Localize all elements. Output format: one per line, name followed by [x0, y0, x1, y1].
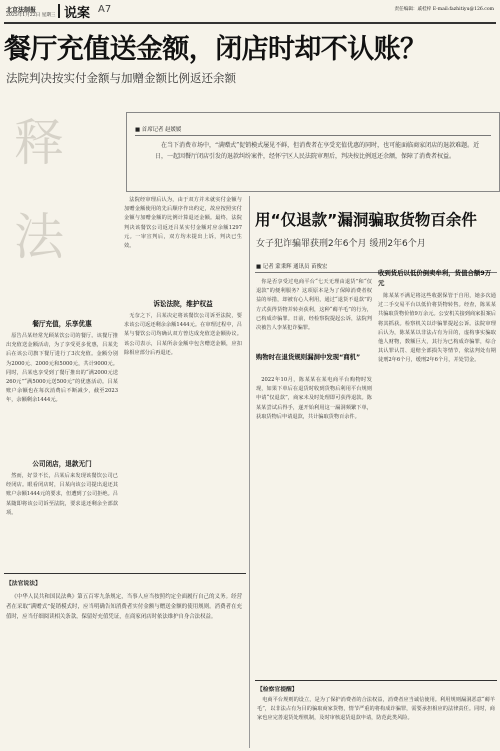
law-box-paragraph: 《中华人民共和国民法典》第五百零九条规定，当事人应当按照约定全面履行自己的义务。经营者在采取“满赠式”促销模式时，应当明确告知消费者实付金额与赠送金额的使用规则。消费者在充值时，应当仔细阅读相关条款，保留好充值凭证，在商家闭店时依法维护自身合法权益。 — [6, 594, 242, 620]
law-box-title: 【法官说法】 — [6, 581, 41, 587]
byline: ■ 首席记者 赵媛媛 — [135, 127, 182, 133]
main-headline: 餐厅充值送金额，闭店时却不认账？ — [4, 34, 427, 65]
right-paragraph-3: 陈某某不满足将这些收据保管于自用，她多次通过二手交易平台以低价将货物转售。经查，陈某某共骗取货物价值9万余元。公安机关接到商家报案后将其抓获。检察机关以诈骗罪提起公诉。法院审理后认为，陈某某以非法占有为目的，虚构事实骗取他人财物，数额巨大，其行为已构成诈骗罪，综合其认罪认罚、退赔全部损失等情节，依法判处有期徒刑2年6个月，缓刑2年6个月，并处罚金。 — [378, 293, 496, 364]
section-title-1: 餐厅充值，乐享优惠 — [32, 320, 92, 328]
section-title-2: 公司闭店，退款无门 — [32, 460, 92, 468]
right-byline: ■ 记者 蒙秉辉 通讯员 苗俊宏 — [256, 264, 328, 270]
law-box-text — [6, 592, 242, 746]
right-subheadline: 女子犯诈骗罪获刑2年6个月 缓刑2年6个月 — [256, 239, 426, 249]
main-subheadline: 法院判决按实付金额与加赠金额比例返还余额 — [6, 71, 236, 85]
publish-date: 2025年1月22日 星期三 — [6, 13, 56, 18]
right-section-text-2 — [256, 376, 372, 666]
right-section-title-2: 购物时在退货规则漏洞中发现“商机” — [256, 353, 361, 361]
right-paragraph-2: 2022年10月，陈某某在某电商平台购物时发现，如果下单后在退货时收到货物后利用平台规则申请“仅退款”，商家未及时处理即可获得退款。陈某某尝试后得手，遂开始利用这一漏洞频繁下单，获取货物后申请退款，共计骗取货物百余件。 — [256, 377, 372, 420]
column-divider — [249, 196, 250, 748]
right-section-text-1 — [256, 278, 372, 348]
section-paragraph-2: 然而，好景不长，吕某后来发现该餐饮公司已经闭店。眼看闭店时，吕某向该公司提出退还其账户余额1444元的要求，但遭到了公司拒绝。吕某随即将该公司诉至法院，要求退还剩余全部款项。 — [6, 473, 118, 516]
section-paragraph-4: 法院经审理后认为，由于双方并未就实付金额与加赠金额使用的先后顺序作出约定，故应按照实付金额与加赠金额的比例计算退还金额。最终，法院判决该餐饮公司返还吕某实付金额对应余额1297元。一审宣判后，双方均未提出上诉，判决已生效。 — [124, 197, 242, 250]
right-headline: 用“仅退款”漏洞骗取货物百余件 — [255, 211, 477, 229]
intro-box — [126, 112, 500, 192]
right-section-title-3: 收到货后以低价倒卖牟利，货值合额9万元 — [378, 269, 492, 287]
right-paragraph-1: 你是否享受过电商平台“七天无理由退货”和“仅退款”的便利服务？这项原本是为了保障消费者权益的举措，却被有心人利用，通过“退货不退款”的方式获得货物并转卖获利，这种“薅羊毛”的行为，已构成诈骗罪。日前，经检察院提起公诉，法院判决被告人李某犯诈骗罪。 — [256, 279, 372, 332]
section-text-2 — [6, 472, 118, 568]
section-divider-bar — [58, 4, 60, 18]
decorative-char-2: 法 — [14, 208, 64, 266]
right-box-text — [257, 696, 495, 748]
section-paragraph-3: 无奈之下，吕某决定将该餐饮公司诉至法院，要求该公司返还剩余余额1444元。在审理过程中，吕某与餐饮公司均确认双方曾达成充值送金额协议。该公司表示，吕某所余金额中包含赠送金额，应扣除相应部分后再退还。 — [124, 313, 242, 356]
intro-text: 在当下消费市场中，“满赠式”促销模式屡见不鲜，但消费者在享受充值优惠的同时，也可能面临商家闭店的退款难题。近日，一起因餐厅闭店引发的退款纠纷案件，经怀宁区人民法院审理后，判决按比例返还余额，保障了消费者权益。 — [155, 142, 480, 160]
page-number: A7 — [98, 4, 112, 15]
editor-info: 责任编辑：戚桂梓 E-mail:fazhitiyu@126.com — [394, 7, 494, 12]
section-text-1 — [6, 332, 118, 438]
right-box-title: 【检察官提醒】 — [257, 687, 298, 693]
header-rule — [4, 22, 496, 24]
right-box-paragraph: 电商平台规则的设立，是为了保护消费者的合法权益，消费者应当诚信使用。利用规则漏洞恶意“薅羊毛”，以非法占有为目的骗取商家货物，情节严重的将构成诈骗罪，需要承担相应的法律责任。同时，商家也应完善退货处理机制，及时审核退货退款申请，防范此类风险。 — [257, 697, 495, 721]
byline-rule — [135, 135, 491, 136]
law-box-top-rule — [4, 573, 246, 574]
paper-name: 北京法制报 — [6, 7, 37, 14]
right-section-text-3 — [378, 292, 496, 688]
decorative-char-1: 释 — [14, 114, 64, 172]
section-title-3: 诉讼法院，维护权益 — [153, 300, 213, 308]
right-box-top-rule — [255, 680, 497, 681]
section-paragraph-1: 原告吕某经常光顾某饮公司的餐厅。该餐厅推出充值送金额活动，为了享受更多优惠，吕某先后在该公司旗下餐厅进行了3次充值。金额分别为2000元、2000元和5000元，共计9000元。同时，吕某也享受到了餐厅推出的“满2000元送260元”“满5000元送500元”的优惠活动。吕某账户余额也在每次消费后不断减少，截至2023年，余额剩余1444元。 — [6, 333, 118, 404]
section-label: 说案 — [64, 6, 91, 21]
section-text-3 — [124, 312, 242, 570]
section-text-4 — [124, 196, 242, 294]
